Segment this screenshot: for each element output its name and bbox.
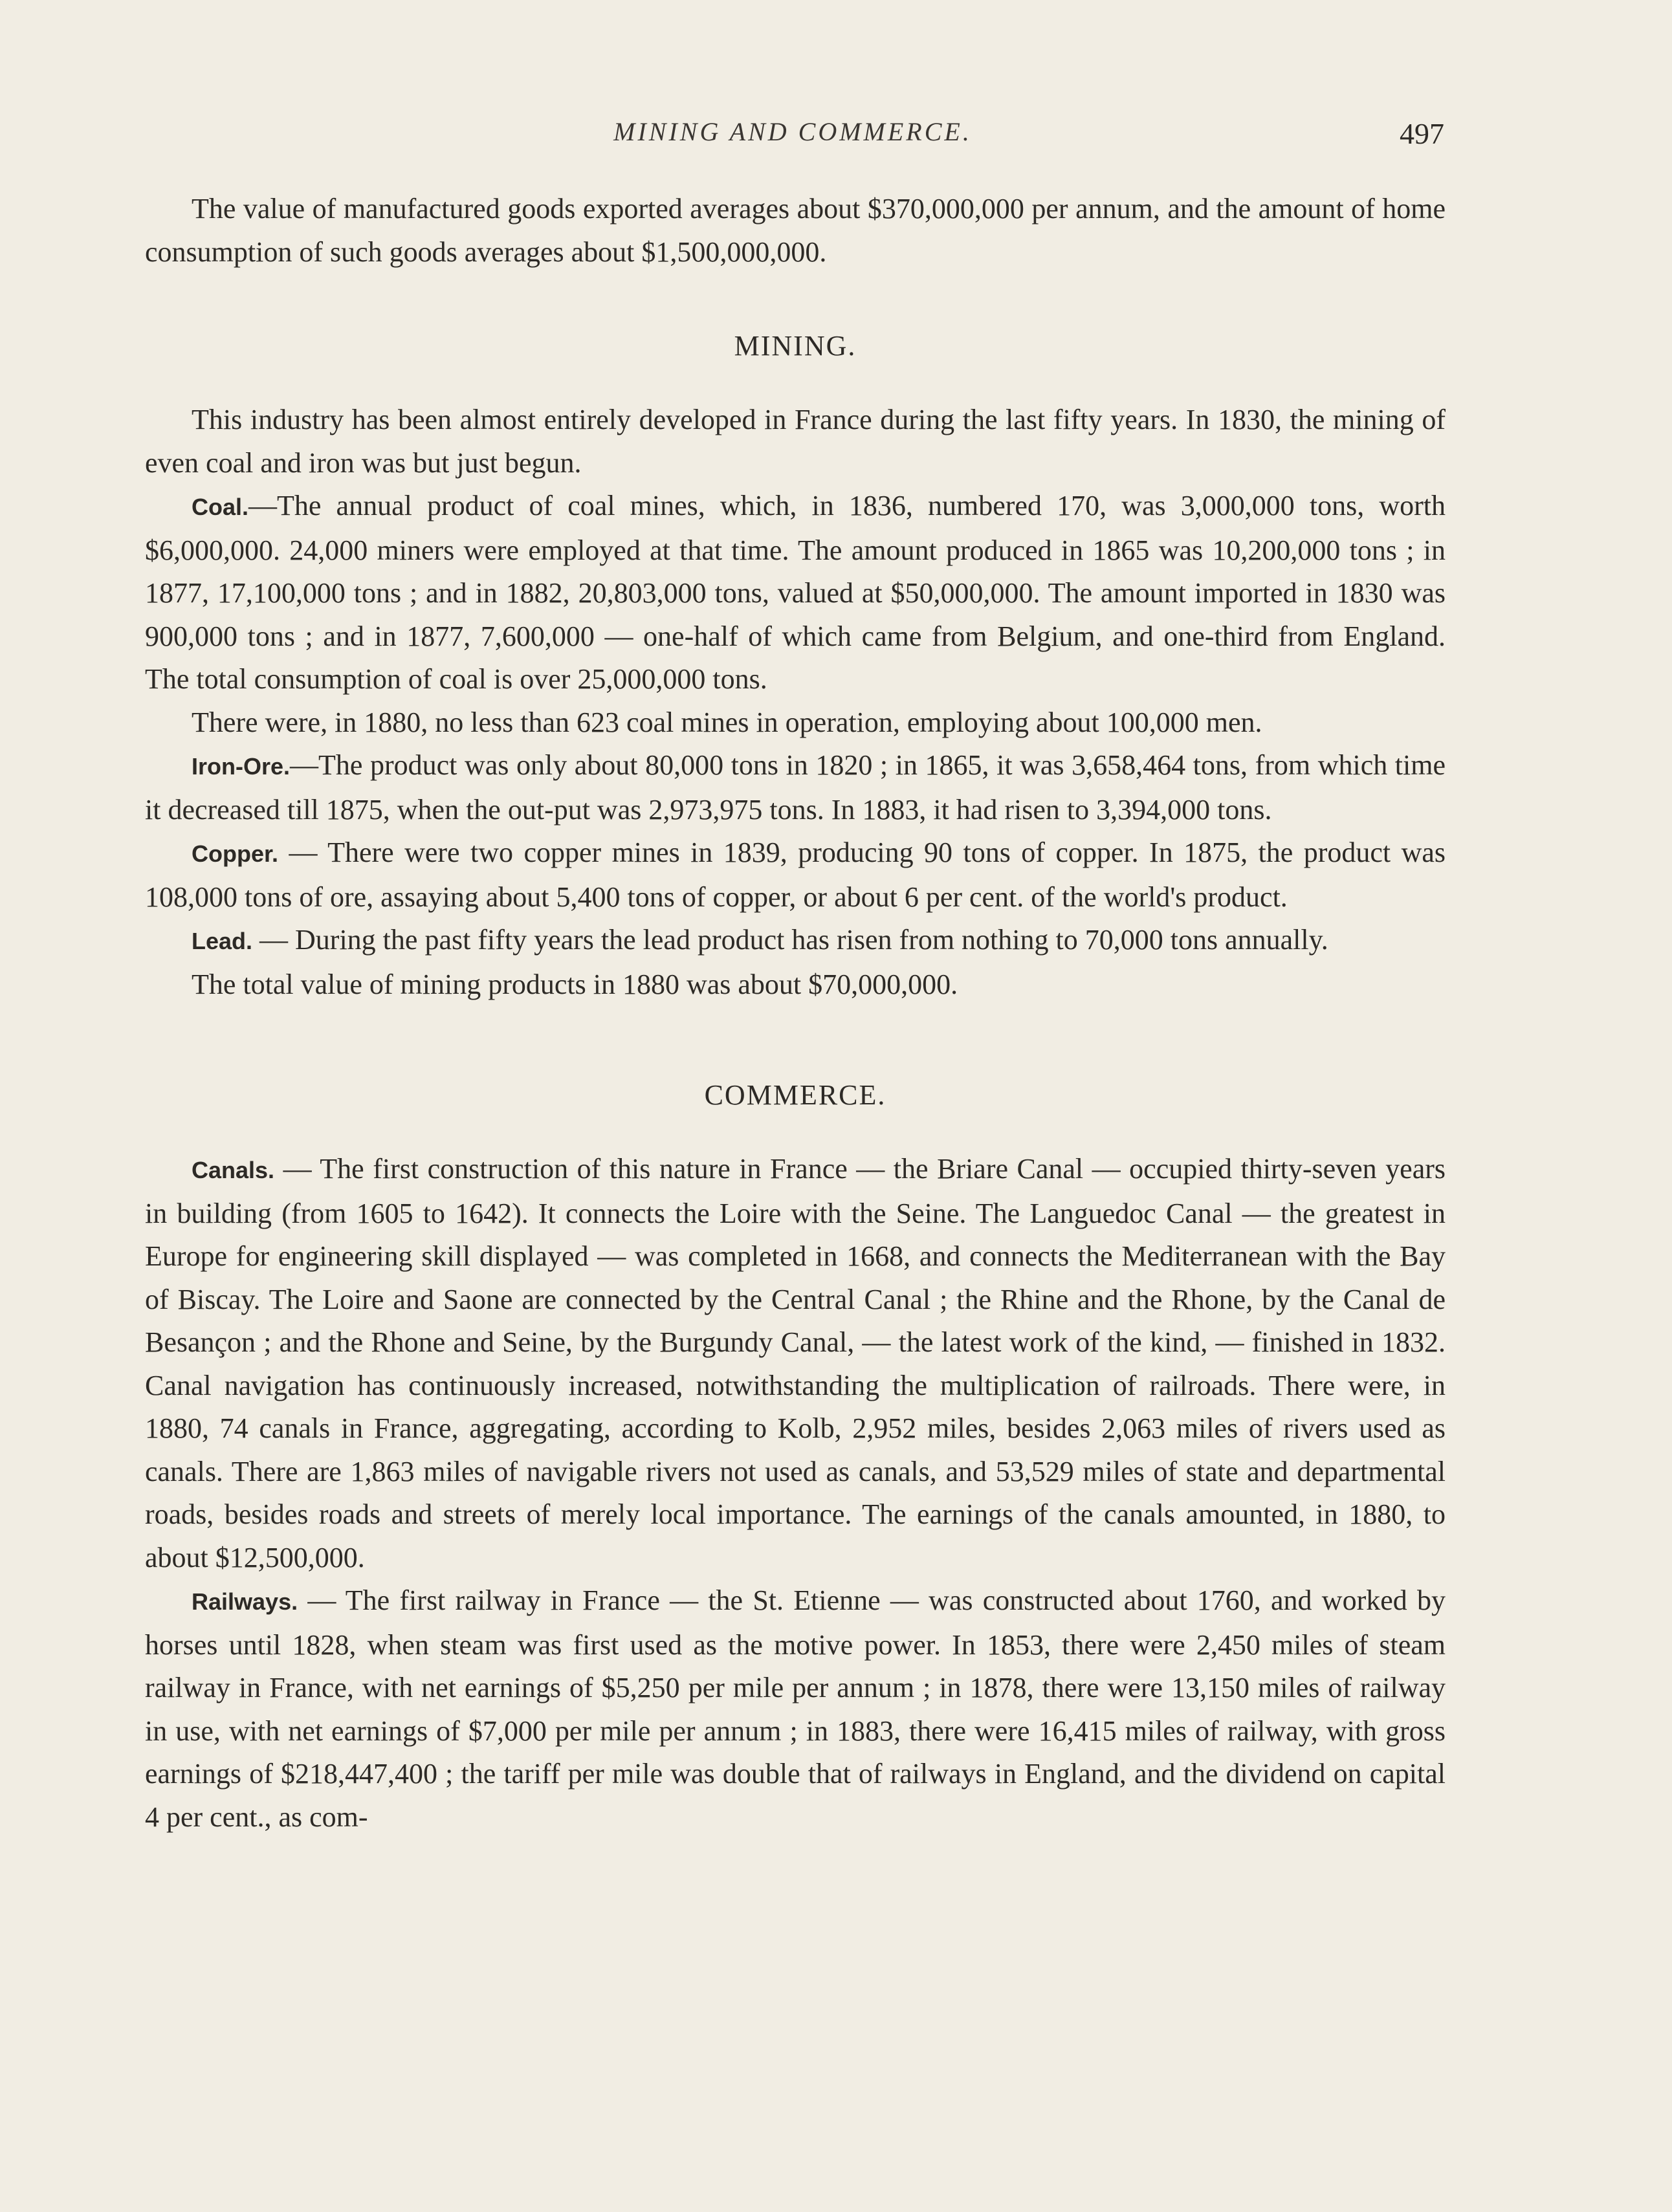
canals-text: — The first construction of this nature in France — the Briare Canal — occupied thirty-seven years in building (from 1605 to 1642). It connects the Loire with the Seine. The Languedoc Canal — the greatest in Europe for engineering skill displayed — was completed in 1668, and connects the Mediterranean with the Bay of Biscay. The Loire and Saone are connected by the Central Canal ; the Rhine and the Rhone, by the Canal de Besançon ; and the Rhone and Seine, by the Burgundy Canal, — the latest work of the kind, — finished in 1832. Canal navigation has continuously increased, notwithstanding the multiplication of railroads. There were, in 1880, 74 canals in France, aggregating, according to Kolb, 2,952 miles, besides 2,063 miles of rivers used as canals. There are 1,863 miles of navigable rivers not used as canals, and 53,529 miles of state and departmental roads, besides roads and streets of merely local importance. The earnings of the canals amounted, in 1880, to about $12,500,000. xyxy=(145,1153,1446,1573)
canals-run-in-heading: Canals. xyxy=(192,1157,275,1183)
coal-run-in-heading: Coal. xyxy=(192,494,249,520)
lead-paragraph xyxy=(145,919,1446,963)
copper-run-in-heading: Copper. xyxy=(192,840,279,867)
mining-intro-paragraph: This industry has been almost entirely developed in France during the last fifty years. In 1830, the mining of even coal and iron was but just begun. xyxy=(145,404,1446,479)
coal-mines-paragraph: There were, in 1880, no less than 623 coal mines in operation, employing about 100,000 men. xyxy=(192,706,1262,738)
mining-total-paragraph: The total value of mining products in 1880 was about $70,000,000. xyxy=(192,968,958,1000)
coal-text: —The annual product of coal mines, which, in 1836, numbered 170, was 3,000,000 tons, worth $6,000,000. 24,000 miners were employed at that time. The amount produced in 1865 was 10,200,000 tons ; in 1877, 17,100,000 tons ; and in 1882, 20,803,000 tons, valued at $50,000,000. The amount imported in 1830 was 900,000 tons ; and in 1877, 7,600,000 — one-half of which came from Belgium, and one-third from England. The total consumption of coal is over 25,000,000 tons. xyxy=(145,490,1446,695)
lead-run-in-heading: Lead. xyxy=(192,928,253,954)
coal-paragraph xyxy=(145,485,1446,701)
running-head xyxy=(0,116,1672,155)
intro-paragraph: The value of manufactured goods exported averages about $370,000,000 per annum, and the amount of home consumption of such goods averages about $1,500,000,000. xyxy=(145,193,1446,268)
iron-ore-run-in-heading: Iron-Ore. xyxy=(192,753,291,780)
railways-run-in-heading: Railways. xyxy=(192,1588,298,1615)
page-number: 497 xyxy=(1400,117,1444,150)
commerce-heading: COMMERCE. xyxy=(704,1079,886,1111)
canals-paragraph xyxy=(145,1148,1446,1579)
copper-text: — There were two copper mines in 1839, producing 90 tons of copper. In 1875, the product was 108,000 tons of ore, assaying about 5,400 tons of copper, or about 6 per cent. of the world's product. xyxy=(145,837,1446,913)
iron-ore-paragraph xyxy=(145,744,1446,831)
iron-ore-text: —The product was only about 80,000 tons in 1820 ; in 1865, it was 3,658,464 tons, from which time it decreased till 1875, when the out-put was 2,973,975 tons. In 1883, it had risen to 3,394,000 tons. xyxy=(145,749,1446,826)
railways-text: — The first railway in France — the St. Etienne — was constructed about 1760, and worked by horses until 1828, when steam was first used as the motive power. In 1853, there were 2,450 miles of steam railway in France, with net earnings of $5,250 per mile per annum ; in 1878, there were 13,150 miles of railway in use, with net earnings of $7,000 per mile per annum ; in 1883, there were 16,415 miles of railway, with gross earnings of $218,447,400 ; the tariff per mile was double that of railways in England, and the dividend on capital 4 per cent., as com- xyxy=(145,1584,1446,1833)
body-text xyxy=(145,188,1446,1839)
railways-paragraph xyxy=(145,1579,1446,1839)
lead-text: — During the past fifty years the lead product has risen from nothing to 70,000 tons annually. xyxy=(252,924,1328,956)
mining-heading: MINING. xyxy=(734,330,857,362)
running-title: MINING AND COMMERCE. xyxy=(613,117,972,146)
copper-paragraph xyxy=(145,831,1446,919)
